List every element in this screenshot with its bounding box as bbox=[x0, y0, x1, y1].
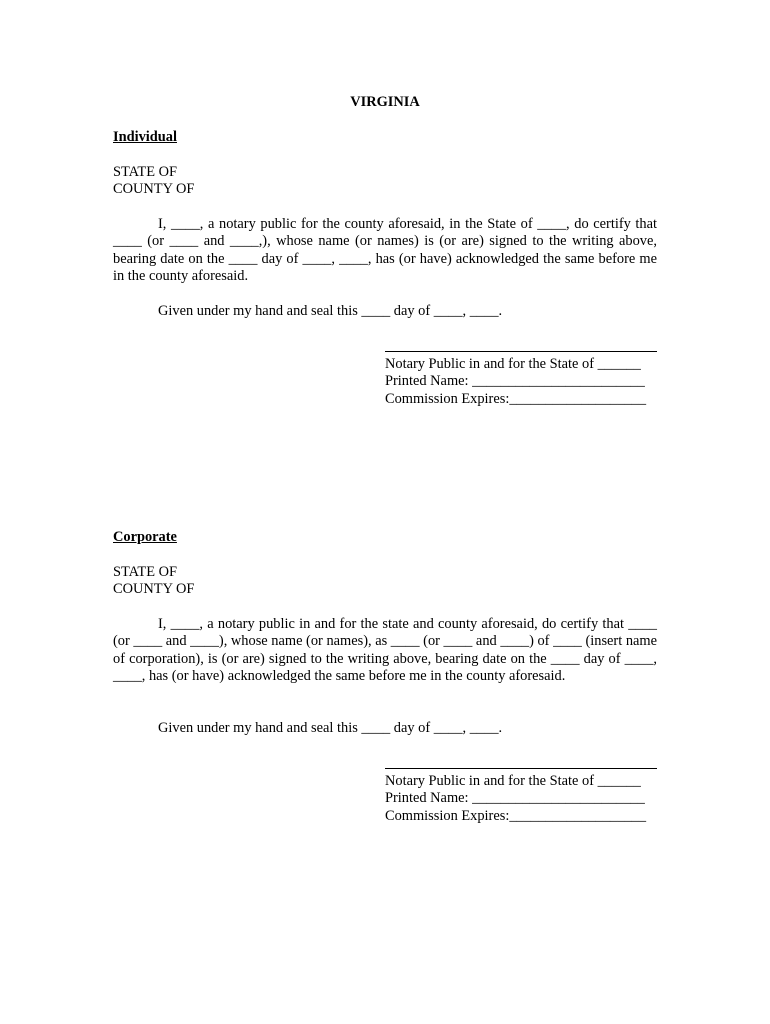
individual-signature-block bbox=[385, 351, 657, 408]
printed-name-line: Printed Name: ________________________ bbox=[385, 790, 645, 807]
individual-heading: Individual bbox=[113, 129, 177, 145]
notary-public-line: Notary Public in and for the State of ______ bbox=[385, 356, 641, 372]
corporate-certification-paragraph bbox=[113, 616, 657, 686]
corporate-signature-block bbox=[385, 768, 657, 825]
corporate-certification-text: I, ____, a notary public in and for the state and county aforesaid, do certify that ____ (or ____ and ____), whose name (or names), as ____ (or ____ and ____) of ____ (insert name of corporation), is (or are) signed to the writing above, bearing date on the ____ day of ____, ____, has (or have) acknowledged the same before me in the county aforesaid. bbox=[113, 616, 657, 685]
individual-county-of: COUNTY OF bbox=[113, 181, 195, 197]
corporate-given-line: Given under my hand and seal this ____ day of ____, ____. bbox=[158, 720, 503, 736]
commission-expires-line: Commission Expires:___________________ bbox=[385, 390, 647, 407]
individual-certification-paragraph bbox=[113, 216, 657, 286]
printed-name-line: Printed Name: ________________________ bbox=[385, 373, 645, 390]
signature-rule bbox=[385, 768, 657, 769]
individual-certification-text: I, ____, a notary public for the county aforesaid, in the State of ____, do certify that ____ (or ____ and ____,), whose name (or names) is (or are) signed to the writing above, bearing date on the ____ day of ____, ____, has (or have) acknowledged the same before me in the county aforesaid. bbox=[113, 216, 657, 285]
corporate-county-of: COUNTY OF bbox=[113, 581, 195, 597]
notary-public-line: Notary Public in and for the State of ______ bbox=[385, 773, 641, 789]
commission-expires-line: Commission Expires:___________________ bbox=[385, 807, 647, 824]
individual-given-line: Given under my hand and seal this ____ day of ____, ____. bbox=[158, 303, 503, 319]
signature-rule bbox=[385, 351, 657, 352]
document-title: VIRGINIA bbox=[350, 94, 420, 110]
corporate-heading: Corporate bbox=[113, 529, 177, 545]
corporate-state-of: STATE OF bbox=[113, 564, 178, 580]
individual-state-of: STATE OF bbox=[113, 164, 178, 180]
